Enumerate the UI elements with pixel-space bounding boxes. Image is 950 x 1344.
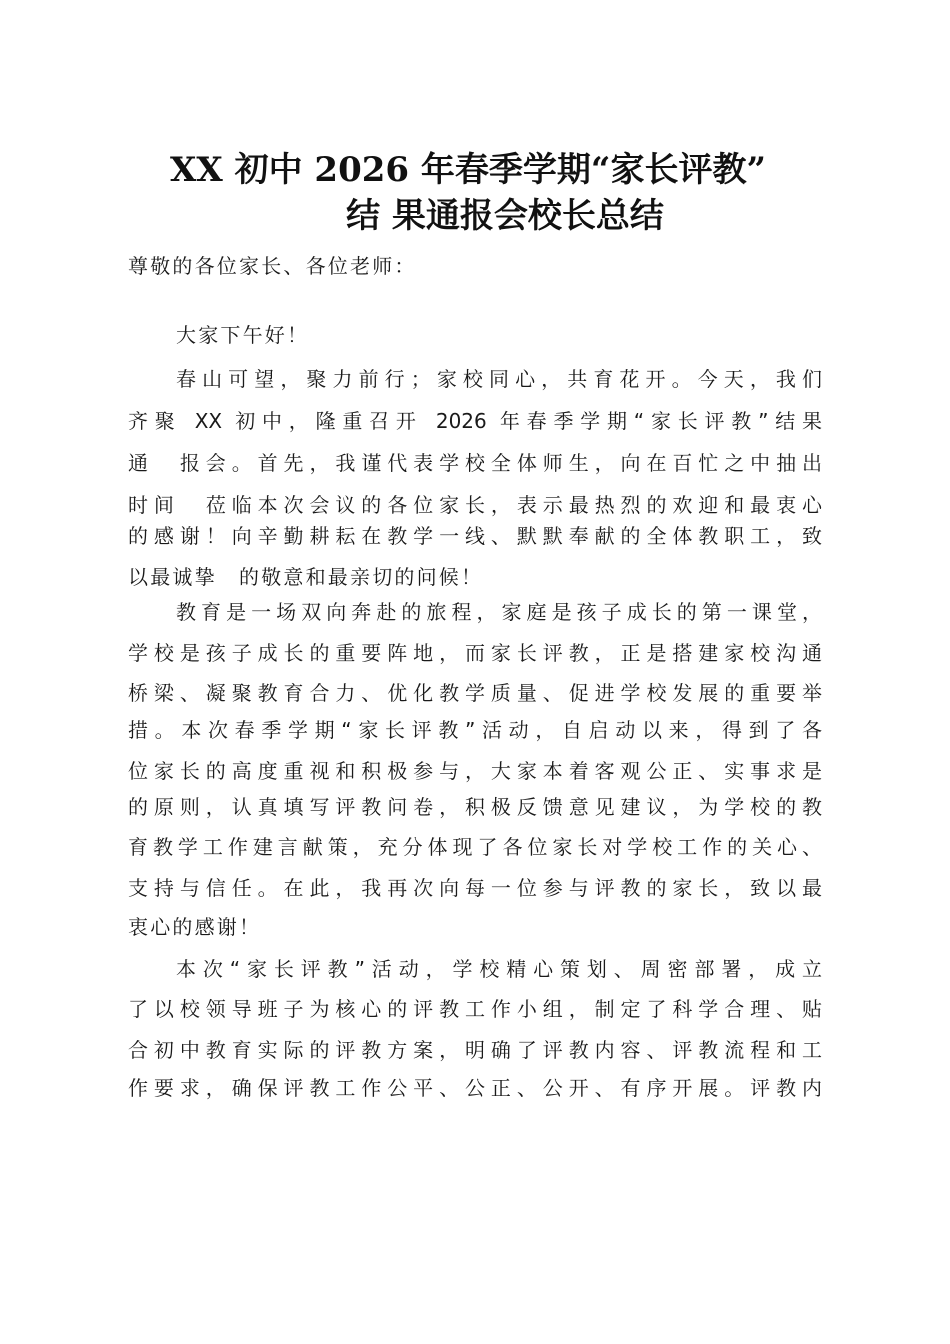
paragraph-1-line-4: 时间 莅临本次会议的各位家长，表示最热烈的欢迎和最衷心 xyxy=(128,493,822,517)
paragraph-2-line-7: 育教学工作建言献策，充分体现了各位家长对学校工作的关心、 xyxy=(128,835,822,859)
paragraph-2-line-9: 衷心的感谢！ xyxy=(128,915,262,939)
salutation-line: 大家下午好！ xyxy=(176,323,310,347)
paragraph-2-line-4: 措。本次春季学期“家长评教”活动，自启动以来，得到了各 xyxy=(128,718,822,742)
paragraph-1-line-3: 通 报会。首先，我谨代表学校全体师生，向在百忙之中抽出 xyxy=(128,451,822,475)
document-title-line-2: 结 果通报会校长总结 xyxy=(346,196,664,236)
paragraph-3-line-1: 本次“家长评教”活动，学校精心策划、周密部署，成立 xyxy=(176,957,822,981)
paragraph-3-line-2: 了以校领导班子为核心的评教工作小组，制定了科学合理、贴 xyxy=(128,997,822,1021)
paragraph-2-line-3: 桥梁、凝聚教育合力、优化教学质量、促进学校发展的重要举 xyxy=(128,681,822,705)
paragraph-3-line-4: 作要求，确保评教工作公平、公正、公开、有序开展。评教内 xyxy=(128,1076,822,1100)
paragraph-2-line-2: 学校是孩子成长的重要阵地，而家长评教，正是搭建家校沟通 xyxy=(128,641,822,665)
document-title-line-1: XX 初中 2026 年春季学期“家长评教” xyxy=(169,150,766,190)
paragraph-2-line-8: 支持与信任。在此，我再次向每一位参与评教的家长，致以最 xyxy=(128,876,822,900)
greeting-line: 尊敬的各位家长、各位老师： xyxy=(128,254,417,278)
paragraph-1-line-5: 的感谢！向辛勤耕耘在教学一线、默默奉献的全体教职工，致 xyxy=(128,524,822,548)
paragraph-3-line-3: 合初中教育实际的评教方案，明确了评教内容、评教流程和工 xyxy=(128,1038,822,1062)
paragraph-1-line-2: 齐聚 XX 初中，隆重召开 2026 年春季学期“家长评教”结果 xyxy=(128,409,822,433)
paragraph-2-line-5: 位家长的高度重视和积极参与，大家本着客观公正、实事求是 xyxy=(128,759,822,783)
paragraph-2-line-1: 教育是一场双向奔赴的旅程，家庭是孩子成长的第一课堂， xyxy=(176,600,822,624)
paragraph-1-line-1: 春山可望，聚力前行；家校同心，共育花开。今天，我们 xyxy=(176,367,822,391)
paragraph-2-line-6: 的原则，认真填写评教问卷，积极反馈意见建议，为学校的教 xyxy=(128,795,822,819)
paragraph-1-line-6: 以最诚挚 的敬意和最亲切的问候！ xyxy=(128,565,484,589)
